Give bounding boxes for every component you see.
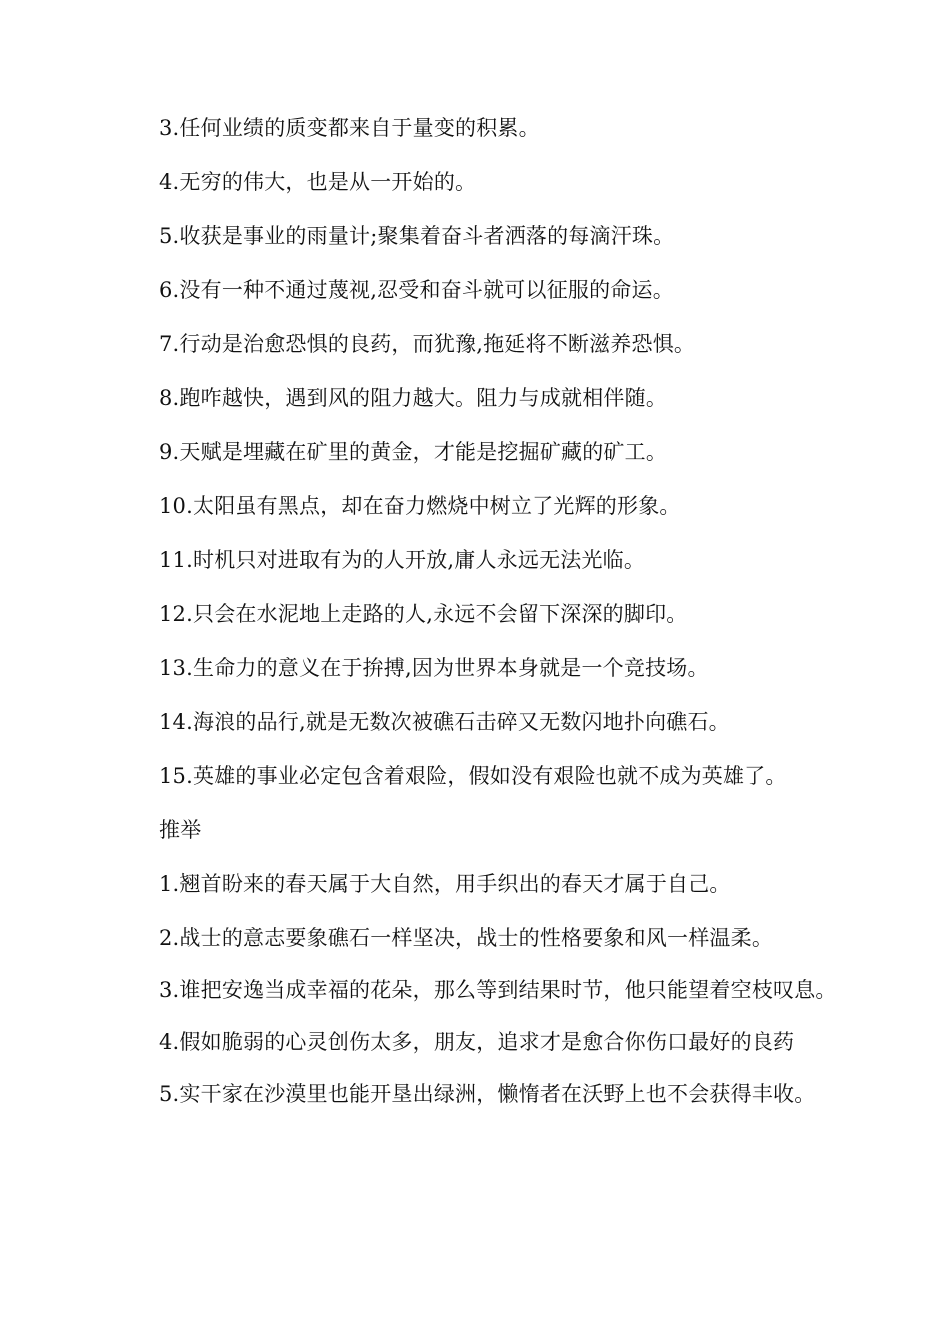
paragraph-item: 3.谁把安逸当成幸福的花朵，那么等到结果时节，他只能望着空枝叹息。 xyxy=(159,978,837,1002)
document-body xyxy=(114,111,840,1112)
paragraph-item: 7.行动是治愈恐惧的良药，而犹豫,拖延将不断滋养恐惧。 xyxy=(159,332,696,356)
paragraph-item: 8.跑咋越快，遇到风的阻力越大。阻力与成就相伴随。 xyxy=(159,386,668,410)
section-heading: 推举 xyxy=(159,818,202,842)
paragraph-item: 12.只会在水泥地上走路的人,永远不会留下深深的脚印。 xyxy=(159,602,688,626)
paragraph-item: 6.没有一种不通过蔑视,忍受和奋斗就可以征服的命运。 xyxy=(159,278,674,302)
paragraph-item: 10.太阳虽有黑点，却在奋力燃烧中树立了光辉的形象。 xyxy=(159,494,681,518)
paragraph-item: 5.实干家在沙漠里也能开垦出绿洲，懒惰者在沃野上也不会获得丰收。 xyxy=(159,1082,816,1106)
paragraph-item: 4.假如脆弱的心灵创伤太多，朋友，追求才是愈合你伤口最好的良药 xyxy=(159,1030,795,1054)
paragraph-item: 1.翘首盼来的春天属于大自然，用手织出的春天才属于自己。 xyxy=(159,872,731,896)
paragraph-item: 13.生命力的意义在于拚搏,因为世界本身就是一个竞技场。 xyxy=(159,656,709,680)
paragraph-item: 5.收获是事业的雨量计;聚集着奋斗者洒落的每滴汗珠。 xyxy=(159,224,675,248)
paragraph-item: 4.无穷的伟大，也是从一开始的。 xyxy=(159,170,477,194)
paragraph-item: 9.天赋是埋藏在矿里的黄金，才能是挖掘矿藏的矿工。 xyxy=(159,440,668,464)
paragraph-item: 3.任何业绩的质变都来自于量变的积累。 xyxy=(159,116,540,140)
paragraph-item: 2.战士的意志要象礁石一样坚决，战士的性格要象和风一样温柔。 xyxy=(159,926,774,950)
paragraph-item: 15.英雄的事业必定包含着艰险，假如没有艰险也就不成为英雄了。 xyxy=(159,764,787,788)
paragraph-item: 11.时机只对进取有为的人开放,庸人永远无法光临。 xyxy=(159,548,646,572)
paragraph-item: 14.海浪的品行,就是无数次被礁石击碎又无数闪地扑向礁石。 xyxy=(159,710,730,734)
